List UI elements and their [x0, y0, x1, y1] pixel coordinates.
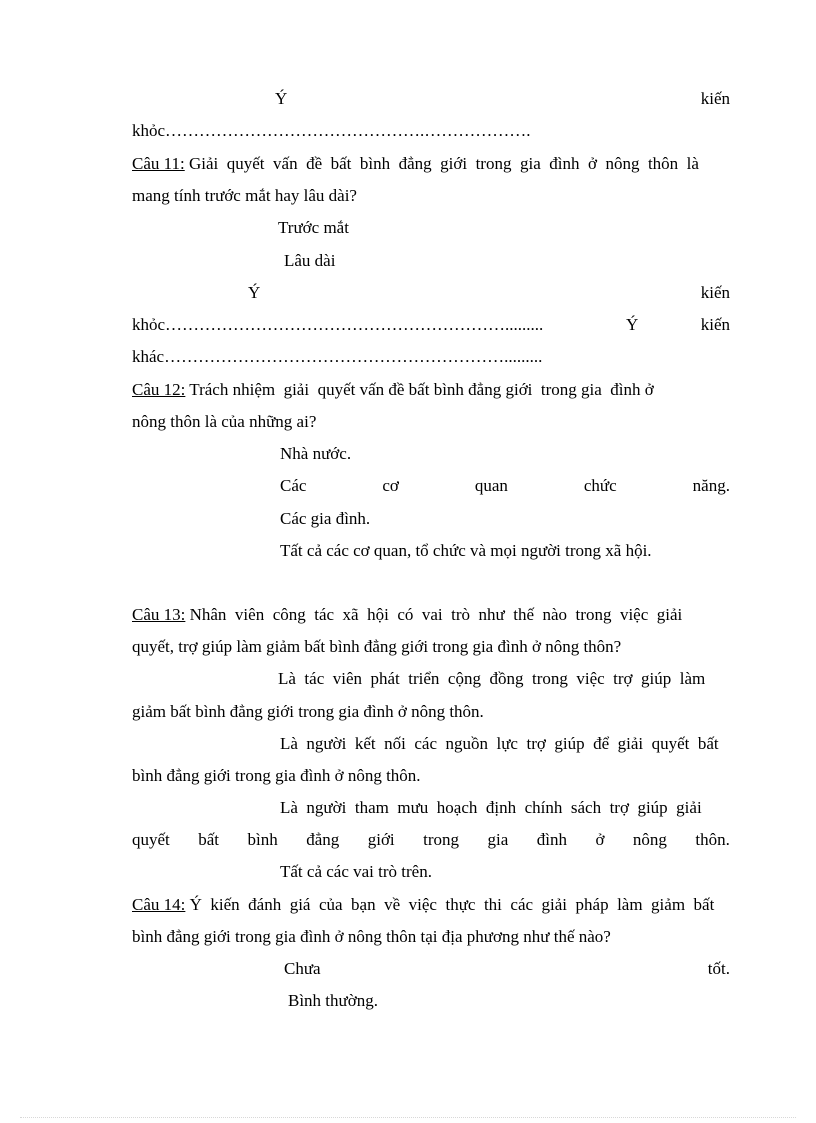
other-opinion-row-2: [132, 281, 730, 305]
option-word: quan: [474, 476, 508, 495]
question-11-label: Câu 11:: [132, 154, 185, 173]
question-12-option-2: [280, 474, 730, 498]
question-13-text: Nhân viên công tác xã hội có vai trò như thế nào trong việc giải: [185, 605, 683, 624]
opinion-label-y: Ý: [275, 89, 288, 108]
option-word: bất: [198, 830, 220, 849]
question-14-line-2: bình đẳng giới trong gia đình ở nông thôn tại địa phương như thế nào?: [132, 927, 611, 946]
option-word: tốt.: [707, 959, 730, 978]
option-word: đình: [536, 830, 567, 849]
opinion-label-kien: kiến: [700, 89, 730, 108]
question-12-line-2: nông thôn là của những ai?: [132, 412, 317, 431]
option-word: nông: [632, 830, 667, 849]
other-opinion-row-3: [132, 313, 730, 337]
other-opinion-dots: khỏc……………………………………….……………….: [132, 121, 531, 140]
question-12-label: Câu 12:: [132, 380, 186, 399]
question-14-label: Câu 14:: [132, 895, 186, 914]
question-12-option-1: Nhà nước.: [280, 444, 352, 463]
opinion-label-y: Ý: [248, 283, 261, 302]
opinion-label-kien: kiến: [700, 315, 730, 334]
question-13-line-1: [132, 603, 730, 627]
option-word: Chưa: [284, 959, 321, 978]
question-14-option-2: Bình thường.: [288, 991, 378, 1010]
option-word: cơ: [382, 476, 399, 495]
option-word: giới: [367, 830, 395, 849]
page-bottom-border: [20, 1117, 796, 1118]
question-13-line-2: quyết, trợ giúp làm giảm bất bình đẳng giới trong gia đình ở nông thôn?: [132, 637, 622, 656]
other-opinion-dots-2: khác…………………………………………………….........: [132, 347, 543, 366]
question-13-option-2-line-2: bình đẳng giới trong gia đình ở nông thôn.: [132, 766, 421, 785]
option-word: trong: [423, 830, 460, 849]
option-word: Các: [280, 476, 307, 495]
other-opinion-row: [132, 87, 730, 111]
other-opinion-dots: khỏc…………………………………………………….........: [132, 315, 544, 334]
option-word: năng.: [692, 476, 730, 495]
question-14-text: Ý kiến đánh giá của bạn về việc thực thi các giải pháp làm giảm bất: [185, 895, 715, 914]
question-12-line-1: [132, 378, 730, 402]
opinion-label-kien: kiến: [700, 283, 730, 302]
question-11-line-2: mang tính trước mắt hay lâu dài?: [132, 186, 357, 205]
option-word: bình: [247, 830, 278, 849]
question-11-option-1: Trước mắt: [278, 218, 349, 237]
question-13-label: Câu 13:: [132, 605, 186, 624]
opinion-label-y: Ý: [626, 315, 639, 334]
question-11-option-2: Lâu dài: [284, 251, 336, 270]
option-word: chức: [583, 476, 617, 495]
question-13-option-1-line-2: giảm bất bình đẳng giới trong gia đình ở nông thôn.: [132, 702, 484, 721]
question-13-option-2-line-1: Là người kết nối các nguồn lực trợ giúp để giải quyết bất: [280, 734, 719, 753]
question-11-text: Giải quyết vấn đề bất bình đẳng giới trong gia đình ở nông thôn là: [184, 154, 699, 173]
question-12-option-4: Tất cả các cơ quan, tổ chức và mọi người trong xã hội.: [280, 541, 652, 560]
question-13-option-1-line-1: Là tác viên phát triển cộng đồng trong việc trợ giúp làm: [278, 669, 706, 688]
question-13-option-3-line-1: Là người tham mưu hoạch định chính sách trợ giúp giải: [280, 798, 702, 817]
question-12-option-3: Các gia đình.: [280, 509, 371, 528]
option-word: thôn.: [695, 830, 730, 849]
question-14-option-1: [284, 957, 730, 981]
question-11-line-1: [132, 152, 730, 176]
option-word: quyết: [132, 830, 170, 849]
question-13-option-3-line-2: [132, 828, 730, 852]
question-14-line-1: [132, 893, 730, 917]
question-13-option-4: Tất cả các vai trò trên.: [280, 862, 432, 881]
option-word: gia: [487, 830, 509, 849]
option-word: đẳng: [306, 830, 340, 849]
option-word: ở: [595, 830, 605, 849]
question-12-text: Trách nhiệm giải quyết vấn đề bất bình đẳng giới trong gia đình ở: [185, 380, 654, 399]
